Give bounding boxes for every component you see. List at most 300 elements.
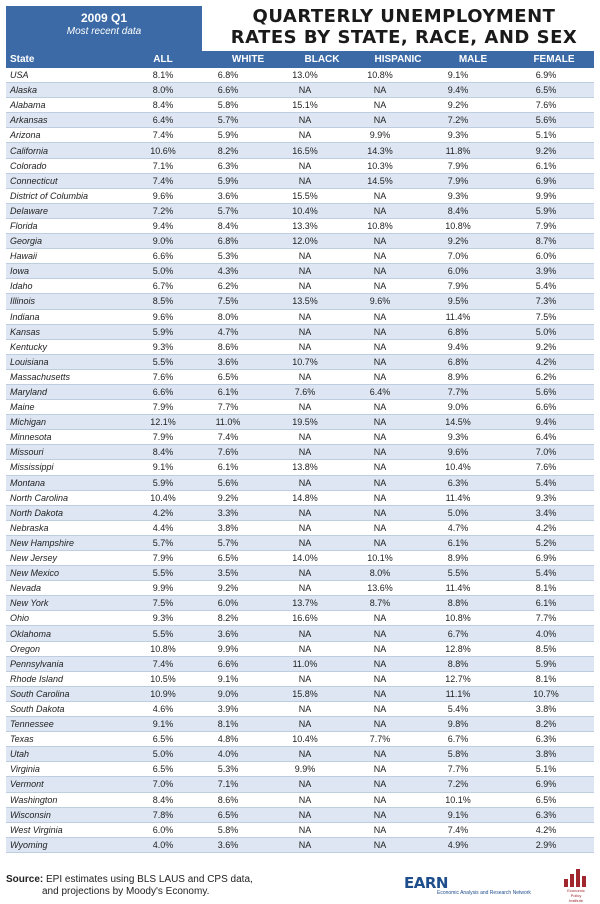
rate-cell-male: 6.8% — [418, 354, 498, 369]
rate-cell-hispanic: 10.8% — [342, 68, 418, 83]
rate-cell-male: 11.4% — [418, 309, 498, 324]
rate-cell-all: 9.9% — [138, 581, 188, 596]
state-name-cell: Maryland — [6, 384, 138, 399]
rate-cell-female: 9.2% — [498, 143, 594, 158]
title-line2: RATES BY STATE, RACE, AND SEX — [230, 27, 578, 48]
rate-cell-all: 9.4% — [138, 218, 188, 233]
rate-cell-hispanic: 10.1% — [342, 551, 418, 566]
rate-cell-all: 6.5% — [138, 762, 188, 777]
state-name-cell: Alabama — [6, 98, 138, 113]
rate-cell-all: 12.1% — [138, 415, 188, 430]
rate-cell-white: 5.8% — [188, 822, 268, 837]
rate-cell-black: NA — [268, 83, 342, 98]
table-row — [6, 415, 594, 430]
state-name-cell: Mississippi — [6, 460, 138, 475]
rate-cell-all: 4.2% — [138, 505, 188, 520]
rate-cell-white: 8.2% — [188, 143, 268, 158]
rate-cell-white: 6.1% — [188, 460, 268, 475]
rate-cell-black: NA — [268, 535, 342, 550]
rate-cell-hispanic: NA — [342, 807, 418, 822]
rate-cell-female: 6.9% — [498, 173, 594, 188]
rate-cell-black: 13.8% — [268, 460, 342, 475]
state-name-cell: Colorado — [6, 158, 138, 173]
rate-cell-male: 6.7% — [418, 732, 498, 747]
rate-cell-all: 4.0% — [138, 837, 188, 852]
rate-cell-black: 15.1% — [268, 98, 342, 113]
rate-cell-white: 7.7% — [188, 400, 268, 415]
rate-cell-female: 7.9% — [498, 218, 594, 233]
state-name-cell: California — [6, 143, 138, 158]
table-row — [6, 596, 594, 611]
state-name-cell: Oregon — [6, 641, 138, 656]
unemployment-table — [6, 68, 594, 853]
rate-cell-hispanic: NA — [342, 656, 418, 671]
state-name-cell: Utah — [6, 747, 138, 762]
rate-cell-white: 5.9% — [188, 128, 268, 143]
rate-cell-white: 3.8% — [188, 520, 268, 535]
rate-cell-black: 16.5% — [268, 143, 342, 158]
rate-cell-male: 14.5% — [418, 415, 498, 430]
table-row — [6, 505, 594, 520]
rate-cell-black: NA — [268, 475, 342, 490]
rate-cell-black: NA — [268, 279, 342, 294]
rate-cell-female: 7.5% — [498, 309, 594, 324]
rate-cell-hispanic: NA — [342, 415, 418, 430]
rate-cell-female: 5.4% — [498, 279, 594, 294]
rate-cell-male: 7.9% — [418, 173, 498, 188]
rate-cell-female: 8.7% — [498, 234, 594, 249]
rate-cell-white: 6.5% — [188, 369, 268, 384]
rate-cell-black: 13.5% — [268, 294, 342, 309]
epi-logo-text: Economic Policy Institute — [567, 888, 585, 903]
rate-cell-black: 10.4% — [268, 203, 342, 218]
rate-cell-white: 7.1% — [188, 777, 268, 792]
rate-cell-all: 9.0% — [138, 234, 188, 249]
rate-cell-black: 13.0% — [268, 68, 342, 83]
rate-cell-black: NA — [268, 339, 342, 354]
rate-cell-male: 8.8% — [418, 596, 498, 611]
rate-cell-female: 9.4% — [498, 415, 594, 430]
rate-cell-white: 6.6% — [188, 656, 268, 671]
source-label: Source: — [6, 874, 44, 885]
rate-cell-female: 9.9% — [498, 188, 594, 203]
state-name-cell: Florida — [6, 218, 138, 233]
rate-cell-female: 6.6% — [498, 400, 594, 415]
table-row — [6, 249, 594, 264]
rate-cell-female: 6.2% — [498, 369, 594, 384]
rate-cell-hispanic: NA — [342, 837, 418, 852]
table-row — [6, 234, 594, 249]
rate-cell-hispanic: NA — [342, 520, 418, 535]
rate-cell-hispanic: NA — [342, 671, 418, 686]
rate-cell-male: 9.4% — [418, 339, 498, 354]
rate-cell-male: 7.4% — [418, 822, 498, 837]
rate-cell-white: 9.1% — [188, 671, 268, 686]
rate-cell-hispanic: NA — [342, 535, 418, 550]
rate-cell-black: NA — [268, 309, 342, 324]
rate-cell-white: 4.7% — [188, 324, 268, 339]
rate-cell-all: 5.0% — [138, 747, 188, 762]
rate-cell-hispanic: NA — [342, 98, 418, 113]
rate-cell-hispanic: 9.6% — [342, 294, 418, 309]
state-name-cell: South Carolina — [6, 686, 138, 701]
rate-cell-female: 9.2% — [498, 339, 594, 354]
rate-cell-all: 9.1% — [138, 717, 188, 732]
rate-cell-hispanic: NA — [342, 354, 418, 369]
rate-cell-all: 7.6% — [138, 369, 188, 384]
state-name-cell: Michigan — [6, 415, 138, 430]
state-name-cell: South Dakota — [6, 701, 138, 716]
rate-cell-hispanic: NA — [342, 83, 418, 98]
rate-cell-female: 7.6% — [498, 460, 594, 475]
rate-cell-black: NA — [268, 505, 342, 520]
rate-cell-black: NA — [268, 400, 342, 415]
table-row — [6, 294, 594, 309]
rate-cell-white: 3.5% — [188, 566, 268, 581]
rate-cell-hispanic: NA — [342, 611, 418, 626]
rate-cell-hispanic: NA — [342, 747, 418, 762]
rate-cell-male: 8.4% — [418, 203, 498, 218]
rate-cell-male: 7.7% — [418, 762, 498, 777]
table-row — [6, 535, 594, 550]
col-header-female: FEMALE — [533, 54, 575, 65]
rate-cell-female: 5.0% — [498, 324, 594, 339]
table-row — [6, 279, 594, 294]
rate-cell-white: 3.6% — [188, 188, 268, 203]
rate-cell-male: 7.7% — [418, 384, 498, 399]
rate-cell-hispanic: NA — [342, 369, 418, 384]
rate-cell-hispanic: NA — [342, 309, 418, 324]
col-header-white: WHITE — [231, 54, 265, 65]
table-row — [6, 701, 594, 716]
rate-cell-female: 6.1% — [498, 158, 594, 173]
period-box — [6, 6, 202, 52]
rate-cell-hispanic: NA — [342, 203, 418, 218]
rate-cell-black: NA — [268, 701, 342, 716]
rate-cell-hispanic: NA — [342, 339, 418, 354]
table-row — [6, 98, 594, 113]
rate-cell-female: 4.2% — [498, 520, 594, 535]
rate-cell-male: 12.7% — [418, 671, 498, 686]
rate-cell-male: 6.7% — [418, 626, 498, 641]
rate-cell-black: 13.7% — [268, 596, 342, 611]
rate-cell-white: 3.6% — [188, 354, 268, 369]
rate-cell-black: NA — [268, 430, 342, 445]
rate-cell-white: 5.8% — [188, 98, 268, 113]
rate-cell-all: 7.9% — [138, 400, 188, 415]
state-name-cell: Alaska — [6, 83, 138, 98]
table-row — [6, 747, 594, 762]
rate-cell-all: 8.4% — [138, 98, 188, 113]
rate-cell-female: 4.0% — [498, 626, 594, 641]
rate-cell-hispanic: 6.4% — [342, 384, 418, 399]
rate-cell-all: 7.8% — [138, 807, 188, 822]
rate-cell-white: 5.3% — [188, 249, 268, 264]
rate-cell-male: 9.5% — [418, 294, 498, 309]
rate-cell-hispanic: NA — [342, 445, 418, 460]
state-name-cell: Delaware — [6, 203, 138, 218]
rate-cell-hispanic: NA — [342, 490, 418, 505]
rate-cell-white: 9.2% — [188, 490, 268, 505]
rate-cell-male: 9.1% — [418, 807, 498, 822]
rate-cell-hispanic: NA — [342, 460, 418, 475]
state-name-cell: West Virginia — [6, 822, 138, 837]
rate-cell-white: 3.6% — [188, 626, 268, 641]
state-name-cell: Georgia — [6, 234, 138, 249]
rate-cell-white: 6.8% — [188, 68, 268, 83]
rate-cell-female: 6.9% — [498, 551, 594, 566]
rate-cell-black: NA — [268, 837, 342, 852]
rate-cell-male: 11.8% — [418, 143, 498, 158]
rate-cell-male: 7.9% — [418, 279, 498, 294]
rate-cell-white: 5.7% — [188, 535, 268, 550]
table-body — [6, 68, 594, 852]
state-name-cell: Wyoming — [6, 837, 138, 852]
rate-cell-hispanic: NA — [342, 264, 418, 279]
earn-org-name: Economic Analysis and Research Network — [437, 890, 531, 896]
rate-cell-black: 7.6% — [268, 384, 342, 399]
rate-cell-white: 6.5% — [188, 807, 268, 822]
rate-cell-hispanic: NA — [342, 505, 418, 520]
rate-cell-black: NA — [268, 641, 342, 656]
rate-cell-black: NA — [268, 445, 342, 460]
rate-cell-hispanic: 8.7% — [342, 596, 418, 611]
rate-cell-all: 9.3% — [138, 611, 188, 626]
rate-cell-white: 8.0% — [188, 309, 268, 324]
state-name-cell: Arkansas — [6, 113, 138, 128]
rate-cell-male: 5.5% — [418, 566, 498, 581]
rate-cell-male: 9.3% — [418, 188, 498, 203]
rate-cell-white: 7.6% — [188, 445, 268, 460]
rate-cell-white: 8.4% — [188, 218, 268, 233]
rate-cell-white: 7.5% — [188, 294, 268, 309]
rate-cell-female: 6.1% — [498, 596, 594, 611]
rate-cell-male: 8.9% — [418, 369, 498, 384]
rate-cell-all: 9.1% — [138, 460, 188, 475]
table-row — [6, 581, 594, 596]
rate-cell-white: 8.6% — [188, 792, 268, 807]
rate-cell-female: 4.2% — [498, 822, 594, 837]
rate-cell-white: 5.6% — [188, 475, 268, 490]
rate-cell-male: 9.6% — [418, 445, 498, 460]
rate-cell-black: NA — [268, 324, 342, 339]
rate-cell-black: NA — [268, 717, 342, 732]
rate-cell-black: 14.0% — [268, 551, 342, 566]
rate-cell-all: 7.4% — [138, 173, 188, 188]
rate-cell-black: 10.7% — [268, 354, 342, 369]
source-text: EPI estimates using BLS LAUS and CPS data, — [46, 874, 253, 885]
rate-cell-black: 10.4% — [268, 732, 342, 747]
table-row — [6, 460, 594, 475]
rate-cell-black: NA — [268, 807, 342, 822]
table-row — [6, 732, 594, 747]
rate-cell-female: 8.1% — [498, 671, 594, 686]
rate-cell-hispanic: 13.6% — [342, 581, 418, 596]
rate-cell-black: 14.8% — [268, 490, 342, 505]
rate-cell-all: 7.2% — [138, 203, 188, 218]
rate-cell-black: 15.8% — [268, 686, 342, 701]
table-row — [6, 339, 594, 354]
rate-cell-all: 6.0% — [138, 822, 188, 837]
rate-cell-white: 7.4% — [188, 430, 268, 445]
rate-cell-black: NA — [268, 264, 342, 279]
rate-cell-all: 7.9% — [138, 430, 188, 445]
table-row — [6, 777, 594, 792]
state-name-cell: Kansas — [6, 324, 138, 339]
rate-cell-white: 9.0% — [188, 686, 268, 701]
state-name-cell: Arizona — [6, 128, 138, 143]
rate-cell-male: 6.8% — [418, 324, 498, 339]
state-name-cell: Nebraska — [6, 520, 138, 535]
rate-cell-male: 10.8% — [418, 218, 498, 233]
rate-cell-female: 3.9% — [498, 264, 594, 279]
rate-cell-black: 13.3% — [268, 218, 342, 233]
rate-cell-all: 7.4% — [138, 128, 188, 143]
rate-cell-hispanic: 14.3% — [342, 143, 418, 158]
rate-cell-black: NA — [268, 113, 342, 128]
rate-cell-hispanic: NA — [342, 626, 418, 641]
rate-cell-hispanic: NA — [342, 400, 418, 415]
table-row — [6, 264, 594, 279]
rate-cell-male: 4.7% — [418, 520, 498, 535]
rate-cell-black: NA — [268, 566, 342, 581]
state-name-cell: North Carolina — [6, 490, 138, 505]
rate-cell-hispanic: NA — [342, 822, 418, 837]
rate-cell-female: 8.2% — [498, 717, 594, 732]
rate-cell-male: 8.8% — [418, 656, 498, 671]
rate-cell-all: 5.5% — [138, 354, 188, 369]
rate-cell-black: NA — [268, 822, 342, 837]
rate-cell-female: 6.4% — [498, 430, 594, 445]
rate-cell-all: 8.5% — [138, 294, 188, 309]
rate-cell-male: 10.1% — [418, 792, 498, 807]
rate-cell-white: 11.0% — [188, 415, 268, 430]
rate-cell-hispanic: 9.9% — [342, 128, 418, 143]
table-row — [6, 143, 594, 158]
rate-cell-white: 8.2% — [188, 611, 268, 626]
table-row — [6, 822, 594, 837]
state-name-cell: Montana — [6, 475, 138, 490]
rate-cell-hispanic: NA — [342, 279, 418, 294]
rate-cell-male: 4.9% — [418, 837, 498, 852]
rate-cell-female: 5.9% — [498, 203, 594, 218]
rate-cell-hispanic: NA — [342, 188, 418, 203]
rate-cell-hispanic: NA — [342, 324, 418, 339]
col-header-male: MALE — [458, 54, 488, 65]
rate-cell-all: 5.0% — [138, 264, 188, 279]
table-row — [6, 656, 594, 671]
state-name-cell: Oklahoma — [6, 626, 138, 641]
rate-cell-male: 12.8% — [418, 641, 498, 656]
rate-cell-female: 6.0% — [498, 249, 594, 264]
rate-cell-all: 4.4% — [138, 520, 188, 535]
col-header-state: State — [10, 54, 35, 65]
rate-cell-all: 8.0% — [138, 83, 188, 98]
rate-cell-male: 7.9% — [418, 158, 498, 173]
rate-cell-hispanic: 7.7% — [342, 732, 418, 747]
rate-cell-all: 10.6% — [138, 143, 188, 158]
rate-cell-female: 6.3% — [498, 732, 594, 747]
rate-cell-female: 3.8% — [498, 701, 594, 716]
table-row — [6, 188, 594, 203]
state-name-cell: Rhode Island — [6, 671, 138, 686]
rate-cell-all: 8.4% — [138, 792, 188, 807]
rate-cell-black: NA — [268, 173, 342, 188]
rate-cell-all: 8.1% — [138, 68, 188, 83]
table-row — [6, 837, 594, 852]
table-row — [6, 369, 594, 384]
rate-cell-all: 10.8% — [138, 641, 188, 656]
rate-cell-male: 7.0% — [418, 249, 498, 264]
rate-cell-hispanic: NA — [342, 234, 418, 249]
table-row — [6, 309, 594, 324]
state-name-cell: Washington — [6, 792, 138, 807]
state-name-cell: Missouri — [6, 445, 138, 460]
state-name-cell: Connecticut — [6, 173, 138, 188]
rate-cell-white: 6.3% — [188, 158, 268, 173]
state-name-cell: Maine — [6, 400, 138, 415]
state-name-cell: USA — [6, 68, 138, 83]
col-header-all: ALL — [153, 54, 173, 65]
rate-cell-all: 7.0% — [138, 777, 188, 792]
rate-cell-male: 9.3% — [418, 430, 498, 445]
rate-cell-black: NA — [268, 128, 342, 143]
rate-cell-all: 10.4% — [138, 490, 188, 505]
rate-cell-white: 6.6% — [188, 83, 268, 98]
rate-cell-all: 8.4% — [138, 445, 188, 460]
rate-cell-male: 5.8% — [418, 747, 498, 762]
rate-cell-female: 3.8% — [498, 747, 594, 762]
state-name-cell: Idaho — [6, 279, 138, 294]
rate-cell-white: 9.2% — [188, 581, 268, 596]
source-text-2: and projections by Moody's Economy. — [42, 886, 210, 897]
table-row — [6, 430, 594, 445]
state-name-cell: Tennessee — [6, 717, 138, 732]
state-name-cell: New York — [6, 596, 138, 611]
state-name-cell: Pennsylvania — [6, 656, 138, 671]
rate-cell-white: 4.3% — [188, 264, 268, 279]
rate-cell-all: 6.6% — [138, 249, 188, 264]
rate-cell-hispanic: NA — [342, 792, 418, 807]
table-row — [6, 792, 594, 807]
table-row — [6, 671, 594, 686]
rate-cell-female: 3.4% — [498, 505, 594, 520]
rate-cell-hispanic: NA — [342, 762, 418, 777]
rate-cell-hispanic: 10.8% — [342, 218, 418, 233]
table-row — [6, 686, 594, 701]
rate-cell-hispanic: NA — [342, 249, 418, 264]
rate-cell-all: 7.4% — [138, 656, 188, 671]
rate-cell-white: 6.5% — [188, 551, 268, 566]
table-row — [6, 717, 594, 732]
rate-cell-all: 9.6% — [138, 309, 188, 324]
rate-cell-hispanic: 10.3% — [342, 158, 418, 173]
state-name-cell: Nevada — [6, 581, 138, 596]
rate-cell-all: 7.1% — [138, 158, 188, 173]
rate-cell-male: 10.4% — [418, 460, 498, 475]
rate-cell-male: 10.8% — [418, 611, 498, 626]
state-name-cell: Massachusetts — [6, 369, 138, 384]
state-name-cell: Minnesota — [6, 430, 138, 445]
rate-cell-white: 3.6% — [188, 837, 268, 852]
col-header-hispanic: HISPANIC — [374, 54, 422, 65]
rate-cell-white: 9.9% — [188, 641, 268, 656]
state-name-cell: Iowa — [6, 264, 138, 279]
rate-cell-white: 3.3% — [188, 505, 268, 520]
rate-cell-hispanic: NA — [342, 641, 418, 656]
rate-cell-all: 5.9% — [138, 324, 188, 339]
rate-cell-black: 19.5% — [268, 415, 342, 430]
